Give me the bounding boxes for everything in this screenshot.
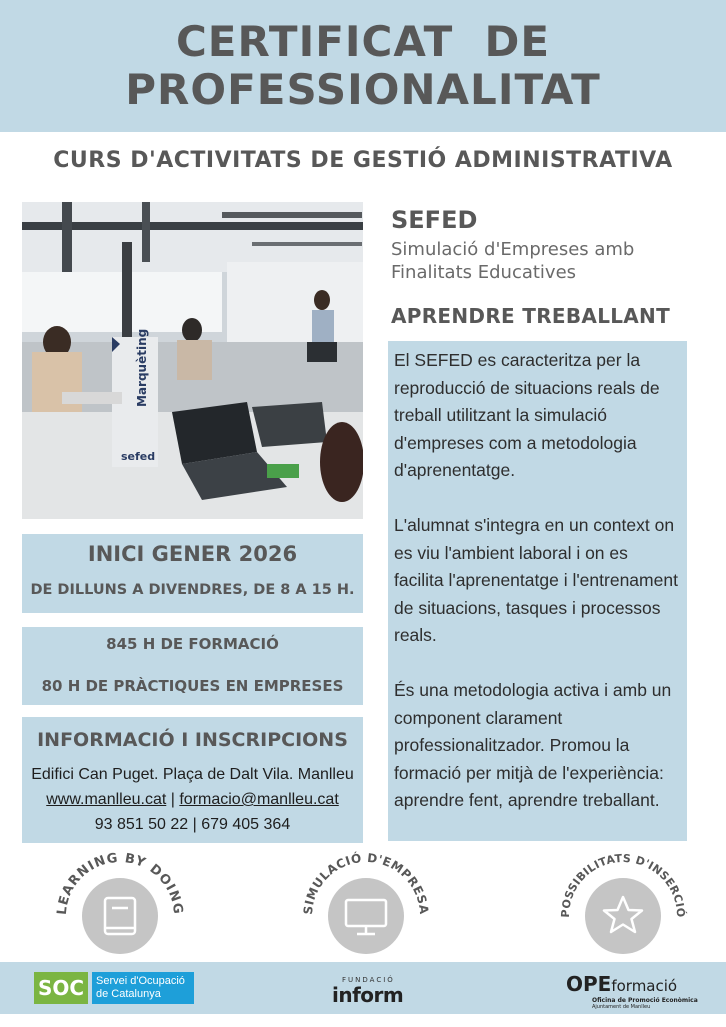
hours-box — [22, 627, 363, 705]
email-link[interactable]: formacio@manlleu.cat — [179, 791, 339, 808]
ope-formacio-logo — [566, 972, 696, 1012]
description-box — [388, 341, 687, 841]
soc-name — [92, 972, 194, 1004]
address: Edifici Can Puget. Plaça de Dalt Vila. Manlleu — [31, 766, 354, 783]
badge-label-2: SIMULACIÓ D'EMPRESA — [300, 850, 432, 916]
schedule-days: DE DILLUNS A DIVENDRES, DE 8 A 15 H. — [30, 582, 355, 598]
sefed-subtitle-line-1: Simulació d'Empreses amb — [391, 239, 635, 260]
page-title — [0, 18, 726, 114]
sefed-subtitle — [391, 238, 711, 284]
info-heading: INFORMACIÓ I INSCRIPCIONS — [37, 729, 348, 751]
soc-line-2: de Catalunya — [96, 988, 161, 1000]
fundacio-inform-logo — [332, 976, 416, 1007]
ope-wordmark — [566, 972, 677, 996]
sefed-title: SEFED — [391, 206, 478, 234]
phone-numbers: 93 851 50 22 | 679 405 364 — [94, 816, 291, 833]
ope-subtitle-1: Oficina de Promoció Econòmica — [592, 997, 698, 1004]
soc-logo — [34, 972, 194, 1004]
classroom-photo — [22, 202, 363, 519]
training-hours: 845 H DE FORMACIÓ — [106, 635, 279, 653]
start-date: INICI GENER 2026 — [87, 542, 298, 566]
schedule-box — [22, 534, 363, 613]
soc-line-1: Servei d'Ocupació — [96, 975, 185, 987]
title-line-1: CERTIFICAT DE — [175, 17, 551, 66]
course-title: CURS D'ACTIVITATS DE GESTIÓ ADMINISTRATIVA — [53, 148, 673, 173]
internship-hours: 80 H DE PRÀCTIQUES EN EMPRESES — [41, 677, 344, 695]
banner-text: Marquèting — [135, 328, 149, 407]
inform-label: inform — [332, 983, 404, 1007]
contact-links — [22, 791, 363, 809]
badge-label-3: POSSIBILITATS D'INSERCIÓ — [558, 851, 688, 918]
description-paragraph-3: És una metodologia activa i amb un component clarament professionalitzador. Promou la formació per mitjà de l'experiència: aprendre fent, aprendre treballant. — [394, 680, 672, 810]
ope-small: formació — [611, 977, 678, 995]
header-banner — [0, 0, 726, 132]
banner-brand: sefed — [121, 450, 156, 463]
badge-learning-by-doing — [50, 852, 190, 962]
title-line-2: PROFESSIONALITAT — [125, 65, 601, 114]
ope-subtitle-2: Ajuntament de Manlleu — [592, 1004, 651, 1010]
description-paragraph-1: El SEFED es caracteritza per la reproducció de situacions reals de treball utilitzant la simulació d'empreses com a metodologia d'aprenentatge. — [394, 350, 660, 480]
link-separator: | — [170, 791, 175, 808]
description-paragraph-2: L'alumnat s'integra en un context on es viu l'ambient laboral i on es facilita l'aprenentatge i l'entrenament de situacions, tasques i processos reals. — [394, 515, 678, 645]
info-box — [22, 717, 363, 843]
sefed-subtitle-line-2: Finalitats Educatives — [391, 262, 577, 283]
badge-possibilitats-insercio — [553, 852, 693, 962]
website-link[interactable]: www.manlleu.cat — [46, 791, 167, 808]
fundacio-label: FUNDACIÓ — [342, 976, 395, 984]
soc-abbr: SOC — [34, 972, 88, 1004]
badge-simulacio-empresa — [296, 852, 436, 962]
ope-big: OPE — [566, 972, 612, 996]
tagline: APRENDRE TREBALLANT — [391, 304, 671, 328]
badge-label-1: LEARNING BY DOING — [54, 850, 186, 916]
